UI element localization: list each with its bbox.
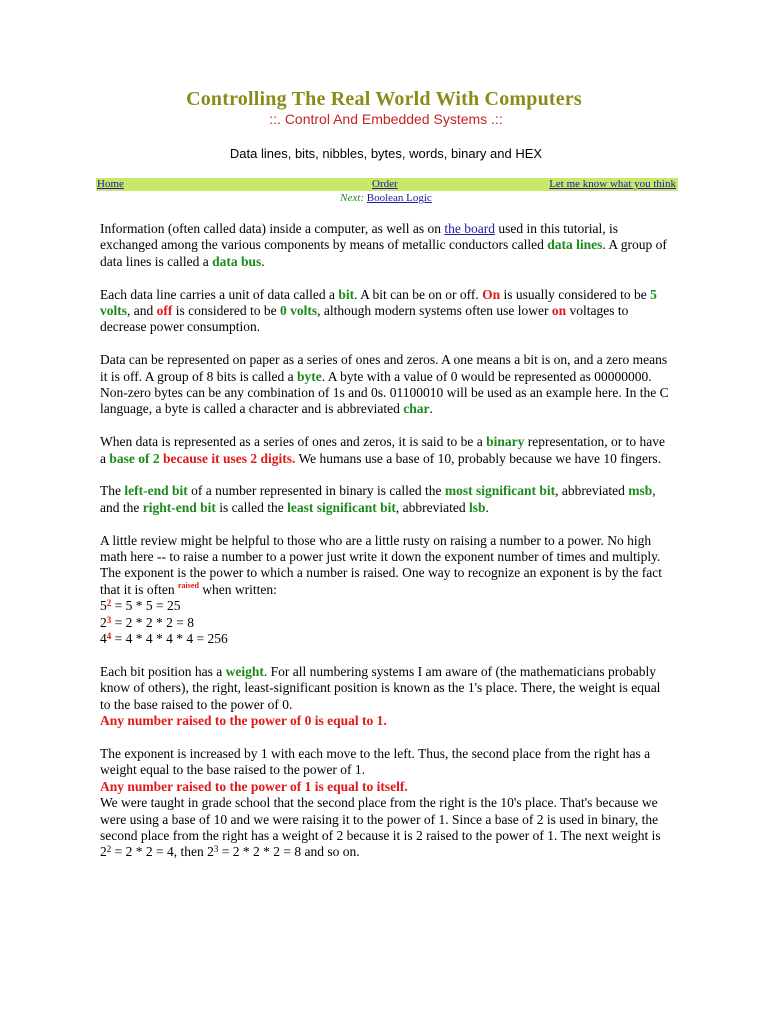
term-0-volts: 0 volts (279, 303, 318, 319)
text: , although modern systems often use lower (317, 303, 552, 319)
term-msb: msb (628, 483, 653, 499)
nav-link-home[interactable]: Home (97, 178, 124, 190)
next-page-line (0, 192, 768, 204)
text: . (485, 499, 489, 515)
nav-link-order[interactable]: Order (372, 178, 398, 190)
text: is usually considered to be (500, 286, 651, 302)
eq-base: 2 (100, 614, 107, 630)
term-byte: byte (296, 368, 322, 384)
equation-1 (100, 598, 180, 613)
text: Data can be represented on paper as a series of ones and zeros. A one means a bit is on, and a zero means it is off. A group of 8 bits is called a (100, 352, 668, 384)
term-data-bus: data bus (212, 253, 262, 269)
term-lsb: lsb (468, 499, 486, 515)
equation-2 (100, 615, 194, 630)
text: . A group of data lines is called a (100, 237, 667, 269)
rule-power-of-one: Any number raised to the power of 1 is equal to itself. (100, 778, 408, 794)
paragraph-weight (100, 664, 672, 730)
eq-exponent: 4 (106, 631, 112, 642)
eq-exponent: 3 (106, 614, 112, 625)
term-right-end-bit: right-end bit (142, 499, 216, 515)
text: , abbreviated (555, 483, 629, 499)
text: Information (often called data) inside a computer, as well as on (100, 221, 445, 236)
term-bit: bit (338, 286, 355, 302)
text: . (429, 401, 433, 417)
term-because-2-digits: because it uses 2 digits. (163, 450, 296, 466)
term-on-2: on (551, 303, 567, 319)
text: The (100, 483, 125, 499)
text: . (261, 253, 265, 269)
text: . A byte with a value of 0 would be represented as 00000000. Non-zero bytes can be any combination of 1s and 0s. 01100010 will be used as an example here. In the C language, a byte is called a character and is abbreviated (100, 368, 669, 417)
text: . For all numbering systems I am aware of (the mathematicians probably know of others), the right, least-significant position is known as the 1's place. There, the weight is equal to the base raised to the power of 0. (100, 663, 661, 712)
article-body (100, 221, 672, 877)
nav-bar (96, 178, 678, 191)
nav-link-contact[interactable]: Let me know what you think (549, 178, 676, 190)
term-char: char (403, 401, 430, 417)
text: when written: (198, 581, 277, 597)
eq-base: 5 (100, 598, 107, 614)
the-board-link[interactable]: the board (444, 221, 495, 236)
raised-word: raised (178, 580, 199, 590)
paragraph-msb-lsb (100, 483, 672, 516)
text: = 2 * 2 = 4, then 2 (111, 844, 214, 860)
term-on: On (482, 286, 501, 302)
text: is considered to be (172, 303, 280, 319)
page-title: Controlling The Real World With Computers (186, 88, 582, 110)
text: The exponent is increased by 1 with each move to the left. Thus, the second place from the right has a weight equal to the base raised to the power of 1. (100, 745, 651, 778)
text: representation, or to have a (100, 434, 665, 466)
text: , abbreviated (395, 499, 469, 515)
term-most-significant-bit: most significant bit (444, 483, 556, 499)
term-weight: weight (225, 663, 264, 679)
text: voltages to decrease power consumption. (100, 303, 629, 335)
eq-exponent: 2 (106, 598, 112, 609)
paragraph-binary (100, 434, 672, 467)
eq-base: 4 (100, 631, 107, 647)
eq-rest: = 4 * 4 * 4 * 4 = 256 (111, 631, 228, 647)
paragraph-data-lines (100, 221, 672, 270)
paragraph-bit (100, 287, 672, 336)
text: , and (127, 303, 157, 319)
term-5-volts: 5 volts (100, 286, 657, 319)
term-binary: binary (486, 434, 525, 450)
text: , and the (100, 483, 656, 515)
text: = 2 * 2 * 2 = 8 and so on. (218, 844, 360, 860)
term-data-lines: data lines (547, 237, 603, 253)
exponent: 2 (106, 844, 112, 855)
text: A little review might be helpful to those who are a little rusty on raising a number to a power. No high math here -- to raise a number to a power just write it down the exponent number of times and multiply. The exponent is the power to which a number is raised. One way to recognize an exponent is by the fact that it is often (100, 532, 662, 597)
paragraph-exponents (100, 533, 672, 648)
text: When data is represented as a series of ones and zeros, it is said to be a (100, 434, 487, 450)
text: is called the (215, 499, 288, 515)
next-label: Next: (340, 192, 364, 204)
eq-rest: = 5 * 5 = 25 (111, 598, 181, 614)
text: . A bit can be on or off. (354, 286, 483, 302)
next-link-boolean-logic[interactable]: Boolean Logic (366, 192, 432, 204)
eq-rest: = 2 * 2 * 2 = 8 (111, 614, 194, 630)
exponent: 3 (213, 844, 219, 855)
rule-power-of-zero: Any number raised to the power of 0 is equal to 1. (100, 713, 387, 729)
text: We humans use a base of 10, probably because we have 10 fingers. (295, 450, 662, 466)
text: of a number represented in binary is called the (187, 483, 445, 499)
text: Each bit position has a (100, 663, 226, 679)
text: We were taught in grade school that the second place from the right is the 10's place. That's because we were using a base of 10 and we were raising it to the power of 1. Since a base of 2 is used in binary, the second place from the right has a weight of 2 because it is 2 raised to the power of 1. The next weight is 2 (100, 795, 661, 860)
term-least-significant-bit: least significant bit (287, 499, 396, 515)
page-subtitle: ::. Control And Embedded Systems .:: (269, 111, 503, 127)
text: used in this tutorial, is exchanged among the various components by means of metallic conductors called (100, 221, 618, 253)
term-left-end-bit: left-end bit (124, 483, 188, 499)
topic-heading: Data lines, bits, nibbles, bytes, words, binary and HEX (229, 146, 543, 161)
term-base-of-2: base of 2 (109, 450, 160, 466)
paragraph-second-place (100, 746, 672, 861)
equation-3 (100, 631, 228, 646)
term-off: off (156, 303, 173, 319)
text: Each data line carries a unit of data called a (100, 286, 339, 302)
paragraph-byte (100, 352, 672, 418)
